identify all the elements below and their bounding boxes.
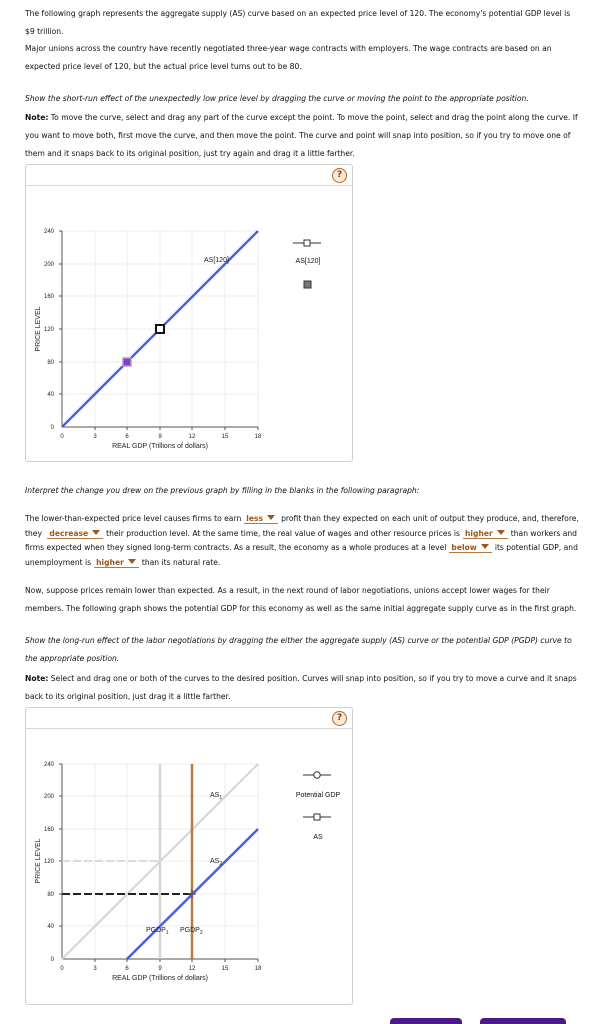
as-curve-label: AS[120] bbox=[204, 257, 229, 264]
svg-text:15: 15 bbox=[221, 434, 229, 440]
chevron-down-icon bbox=[481, 544, 489, 549]
q3-instruction: Show the long-run effect of the labor negotiations by dragging the either the aggregate supply (AS) curve or the potential GDP (PGDP) curve to the appropriate position. bbox=[25, 636, 572, 663]
svg-text:80: 80 bbox=[47, 360, 54, 366]
svg-text:120: 120 bbox=[43, 327, 54, 333]
dropdown-value: higher bbox=[465, 528, 493, 538]
note-label: Note: bbox=[25, 113, 49, 122]
legend-as-label: AS bbox=[313, 834, 323, 841]
svg-text:160: 160 bbox=[43, 827, 54, 833]
svg-text:3: 3 bbox=[93, 966, 97, 972]
chart-1 bbox=[0, 0, 601, 470]
action-button-1[interactable] bbox=[390, 1018, 462, 1024]
svg-text:200: 200 bbox=[43, 262, 54, 268]
y-tick-labels bbox=[44, 229, 55, 431]
q2-paragraph bbox=[25, 512, 580, 570]
svg-text:3: 3 bbox=[93, 434, 97, 440]
chevron-down-icon bbox=[267, 515, 275, 520]
q3-paragraph: Now, suppose prices remain lower than expected. As a result, in the next round of labor negotiations, unions accept lower wages for their members. The following graph shows the potential GDP for this economy as well as the same initial aggregate supply curve as in the first graph. bbox=[25, 586, 577, 613]
svg-text:18: 18 bbox=[254, 966, 262, 972]
chevron-down-icon bbox=[92, 530, 100, 535]
q2-text-2: profit than they expected on each unit of output they produce, and, therefore, they bbox=[25, 514, 579, 538]
x-tick-labels bbox=[60, 966, 262, 972]
legend-circle-icon[interactable] bbox=[314, 772, 320, 778]
svg-text:9: 9 bbox=[158, 434, 162, 440]
note-text: To move the curve, select and drag any part of the curve except the point. To move the point, select and drag the point along the curve. If you want to move both, first move the curve, and then move the point. The curve and point will snap into position, so if you try to move one of them and it snaps back to its original position, just try again and drag it a little farther. bbox=[25, 113, 578, 158]
svg-text:PGDP1: $PGDP_1$ bbox=[146, 927, 169, 936]
q2-text-4: than workers and firms expected when they signed long-term contracts. As a result, the economy as a whole produces at a level bbox=[25, 528, 577, 552]
q2-text-5: its potential GDP, and unemployment is bbox=[25, 543, 578, 567]
panel-header bbox=[26, 708, 352, 729]
q2-text-3: their production level. At the same time, the real value of wages and other resource prices is bbox=[106, 528, 460, 538]
dropdown-value: less bbox=[246, 514, 264, 523]
dropdown-unemployment[interactable] bbox=[94, 558, 139, 568]
chevron-down-icon bbox=[128, 559, 136, 564]
intro-paragraph-2: Major unions across the country have recently negotiated three-year wage contracts with employers. The wage contracts are based on an expected price level of 120, but the actual price level turns out to be 80. bbox=[25, 44, 552, 71]
x-tick-labels bbox=[60, 434, 262, 440]
note-label: Note: bbox=[25, 674, 49, 683]
svg-text:AS1: $AS_1$ bbox=[210, 792, 223, 801]
svg-text:240: 240 bbox=[43, 762, 54, 768]
intro-paragraph-1: The following graph represents the aggregate supply (AS) curve based on an expected price level of 120. The economy's potential GDP level is $9 trillion. bbox=[25, 9, 571, 36]
y-axis-label: PRICE LEVEL bbox=[35, 306, 42, 352]
svg-text:AS2: $AS_2$ bbox=[210, 858, 223, 867]
note-text: Select and drag one or both of the curves to the desired position. Curves will snap into position, so if you try to move a curve and it snaps back to its original position, just drag it a little farther. bbox=[25, 674, 577, 701]
svg-text:0: 0 bbox=[50, 957, 54, 963]
help-icon[interactable]: ? bbox=[332, 711, 347, 726]
dropdown-value: below bbox=[451, 543, 477, 552]
y-axis-label: PRICE LEVEL bbox=[35, 838, 42, 884]
svg-text:18: 18 bbox=[254, 434, 262, 440]
svg-text:15: 15 bbox=[221, 966, 229, 972]
dropdown-real-wages[interactable] bbox=[463, 529, 508, 539]
q3-note bbox=[25, 670, 580, 706]
svg-text:6: 6 bbox=[125, 434, 129, 440]
q1-instruction: Show the short-run effect of the unexpectedly low price level by dragging the curve or moving the point to the appropriate position. bbox=[25, 94, 529, 103]
dropdown-production[interactable] bbox=[47, 529, 103, 539]
legend-point-icon[interactable] bbox=[304, 281, 311, 288]
svg-text:0: 0 bbox=[60, 966, 64, 972]
svg-text:PGDP2: $PGDP_2$ bbox=[180, 927, 203, 936]
svg-text:200: 200 bbox=[43, 794, 54, 800]
q2-text-1: The lower-than-expected price level causes firms to earn bbox=[25, 514, 242, 523]
dropdown-value: higher bbox=[96, 557, 124, 567]
svg-text:12: 12 bbox=[188, 966, 196, 972]
svg-text:12: 12 bbox=[188, 434, 196, 440]
svg-text:160: 160 bbox=[43, 294, 54, 300]
svg-text:0: 0 bbox=[60, 434, 64, 440]
svg-text:6: 6 bbox=[125, 966, 129, 972]
x-axis-label: REAL GDP (Trillions of dollars) bbox=[112, 975, 208, 982]
chart-2 bbox=[0, 730, 601, 1000]
dropdown-value: decrease bbox=[49, 528, 89, 538]
svg-text:9: 9 bbox=[158, 966, 162, 972]
legend-pgdp-label: Potential GDP bbox=[295, 792, 341, 799]
dropdown-output-level[interactable] bbox=[449, 543, 491, 553]
q2-instruction: Interpret the change you drew on the previous graph by filling in the blanks in the following paragraph: bbox=[25, 486, 420, 495]
dropdown-profit[interactable] bbox=[244, 514, 278, 524]
as-point-moved[interactable] bbox=[123, 358, 131, 366]
legend-as-label: AS[120] bbox=[295, 258, 321, 265]
legend-square-icon[interactable] bbox=[304, 240, 310, 246]
q2-text-6: than its natural rate. bbox=[141, 557, 221, 567]
as-point-original[interactable] bbox=[156, 325, 164, 333]
svg-text:240: 240 bbox=[43, 229, 54, 235]
svg-text:0: 0 bbox=[50, 425, 54, 431]
svg-text:80: 80 bbox=[47, 892, 54, 898]
svg-text:40: 40 bbox=[47, 924, 54, 930]
x-axis-label: REAL GDP (Trillions of dollars) bbox=[112, 443, 208, 450]
y-tick-labels bbox=[44, 762, 55, 963]
chevron-down-icon bbox=[497, 530, 505, 535]
svg-text:120: 120 bbox=[43, 859, 54, 865]
action-button-2[interactable] bbox=[480, 1018, 566, 1024]
svg-text:40: 40 bbox=[47, 392, 54, 398]
help-icon[interactable]: ? bbox=[332, 168, 347, 183]
legend-square-icon[interactable] bbox=[314, 814, 320, 820]
